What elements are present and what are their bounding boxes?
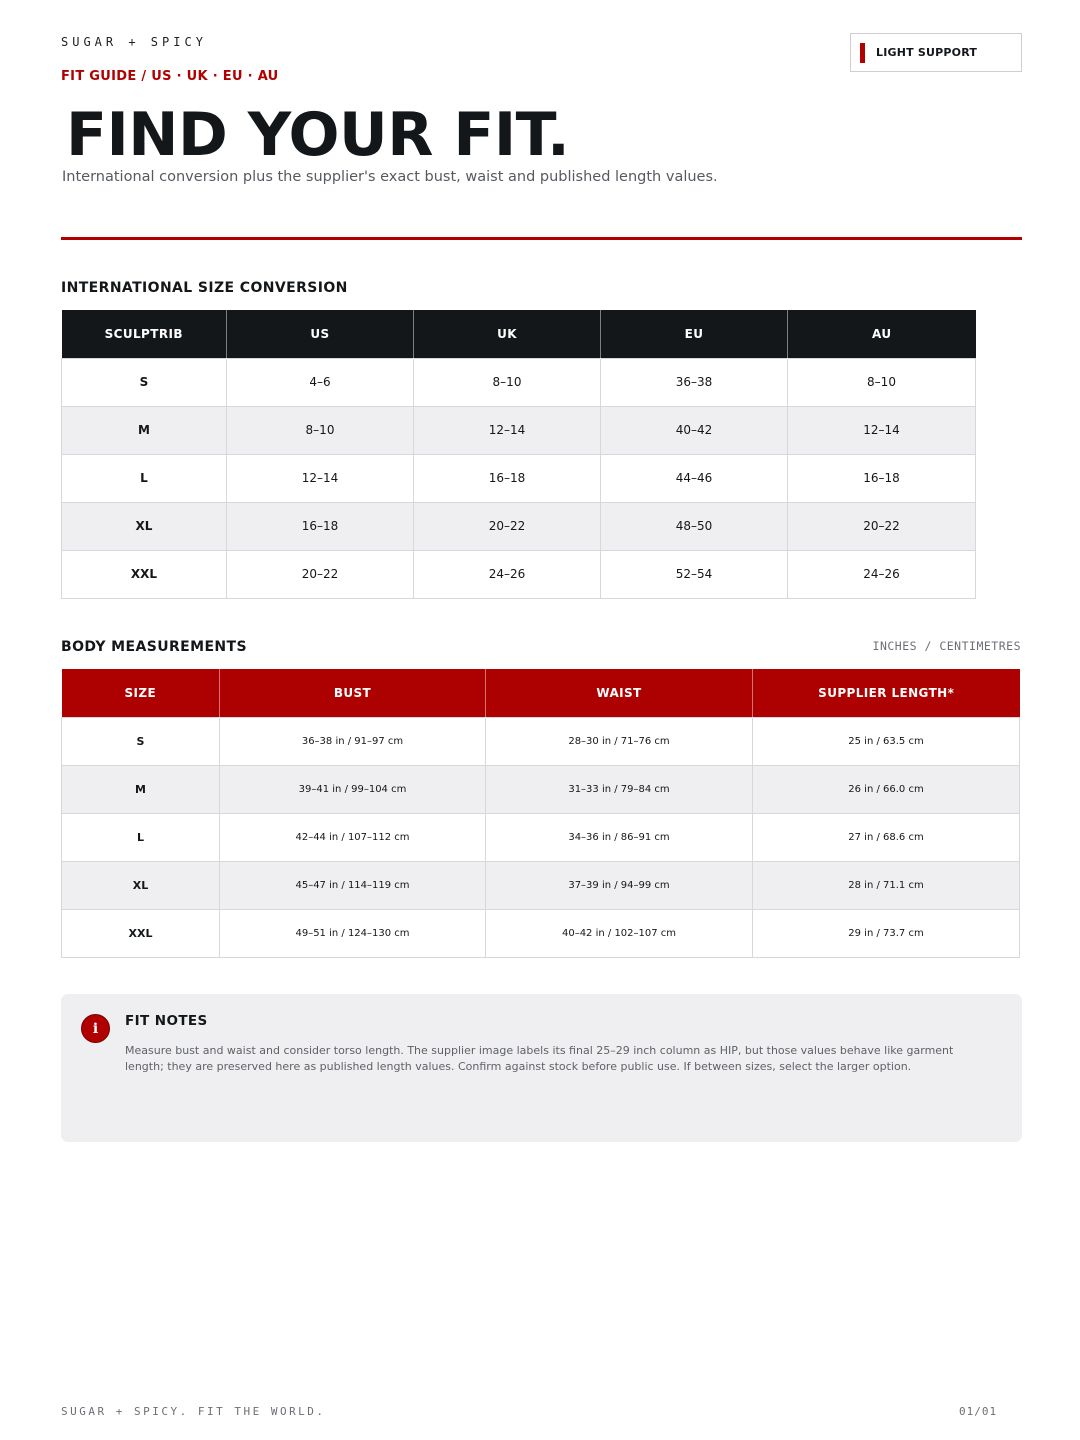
info-icon: i <box>81 1014 110 1043</box>
value-cell: 52–54 <box>601 550 788 598</box>
table-row <box>62 454 976 502</box>
value-cell: 16–18 <box>227 502 414 550</box>
column-header: SCULPTRIB <box>62 310 227 358</box>
value-cell: 16–18 <box>788 454 976 502</box>
value-cell: 44–46 <box>601 454 788 502</box>
page-subtitle: International conversion plus the supplier's exact bust, waist and published length values. <box>62 169 718 185</box>
value-cell: 40–42 <box>601 406 788 454</box>
size-conversion-table <box>61 310 976 599</box>
conversion-section-title: INTERNATIONAL SIZE CONVERSION <box>61 280 348 296</box>
value-cell: 40–42 in / 102–107 cm <box>486 909 753 957</box>
value-cell: 12–14 <box>227 454 414 502</box>
table-row <box>62 813 1020 861</box>
column-header: UK <box>414 310 601 358</box>
table-header-row <box>62 310 976 358</box>
value-cell: 37–39 in / 94–99 cm <box>486 861 753 909</box>
value-cell: 16–18 <box>414 454 601 502</box>
value-cell: 8–10 <box>788 358 976 406</box>
value-cell: 39–41 in / 99–104 cm <box>220 765 486 813</box>
column-header: SUPPLIER LENGTH* <box>753 669 1020 717</box>
column-header: SIZE <box>62 669 220 717</box>
size-cell: L <box>62 813 220 861</box>
column-header: BUST <box>220 669 486 717</box>
value-cell: 48–50 <box>601 502 788 550</box>
value-cell: 12–14 <box>414 406 601 454</box>
table-row <box>62 358 976 406</box>
table-row <box>62 909 1020 957</box>
page-title: FIND YOUR FIT. <box>66 100 570 170</box>
fit-notes-panel <box>61 994 1022 1142</box>
table-row <box>62 861 1020 909</box>
column-header: WAIST <box>486 669 753 717</box>
badge-accent-bar <box>860 43 865 63</box>
support-level-badge <box>850 33 1022 72</box>
value-cell: 20–22 <box>414 502 601 550</box>
size-cell: L <box>62 454 227 502</box>
value-cell: 8–10 <box>414 358 601 406</box>
column-header: AU <box>788 310 976 358</box>
fit-notes-title: FIT NOTES <box>125 1013 208 1029</box>
value-cell: 8–10 <box>227 406 414 454</box>
value-cell: 12–14 <box>788 406 976 454</box>
value-cell: 34–36 in / 86–91 cm <box>486 813 753 861</box>
value-cell: 26 in / 66.0 cm <box>753 765 1020 813</box>
footer-tagline: SUGAR + SPICY. FIT THE WORLD. <box>61 1405 326 1418</box>
value-cell: 36–38 in / 91–97 cm <box>220 717 486 765</box>
measurements-section-title: BODY MEASUREMENTS <box>61 639 247 655</box>
value-cell: 45–47 in / 114–119 cm <box>220 861 486 909</box>
units-label: INCHES / CENTIMETRES <box>872 639 1021 653</box>
size-cell: M <box>62 765 220 813</box>
table-row <box>62 765 1020 813</box>
value-cell: 20–22 <box>788 502 976 550</box>
header-divider <box>61 237 1022 240</box>
page-number: 01/01 <box>959 1405 998 1418</box>
fit-notes-text: Measure bust and waist and consider torso length. The supplier image labels its final 25–29 inch column as HIP, but those values behave like garment length; they are preserved here as published length values. Confirm against stock before public use. If between sizes, select the larger option. <box>125 1044 954 1073</box>
value-cell: 28–30 in / 71–76 cm <box>486 717 753 765</box>
size-cell: XXL <box>62 550 227 598</box>
value-cell: 4–6 <box>227 358 414 406</box>
size-cell: S <box>62 717 220 765</box>
value-cell: 28 in / 71.1 cm <box>753 861 1020 909</box>
badge-label: LIGHT SUPPORT <box>876 46 978 59</box>
size-cell: XL <box>62 502 227 550</box>
size-cell: M <box>62 406 227 454</box>
brand-name: SUGAR + SPICY <box>61 35 207 49</box>
body-measurements-table <box>61 669 1020 958</box>
column-header: US <box>227 310 414 358</box>
table-row <box>62 502 976 550</box>
value-cell: 31–33 in / 79–84 cm <box>486 765 753 813</box>
column-header: EU <box>601 310 788 358</box>
value-cell: 24–26 <box>788 550 976 598</box>
size-cell: S <box>62 358 227 406</box>
value-cell: 25 in / 63.5 cm <box>753 717 1020 765</box>
fit-guide-kicker: FIT GUIDE / US · UK · EU · AU <box>61 69 279 84</box>
value-cell: 24–26 <box>414 550 601 598</box>
table-row <box>62 406 976 454</box>
size-cell: XXL <box>62 909 220 957</box>
value-cell: 20–22 <box>227 550 414 598</box>
value-cell: 36–38 <box>601 358 788 406</box>
value-cell: 42–44 in / 107–112 cm <box>220 813 486 861</box>
value-cell: 27 in / 68.6 cm <box>753 813 1020 861</box>
value-cell: 49–51 in / 124–130 cm <box>220 909 486 957</box>
size-cell: XL <box>62 861 220 909</box>
table-row <box>62 717 1020 765</box>
table-header-row <box>62 669 1020 717</box>
table-row <box>62 550 976 598</box>
value-cell: 29 in / 73.7 cm <box>753 909 1020 957</box>
